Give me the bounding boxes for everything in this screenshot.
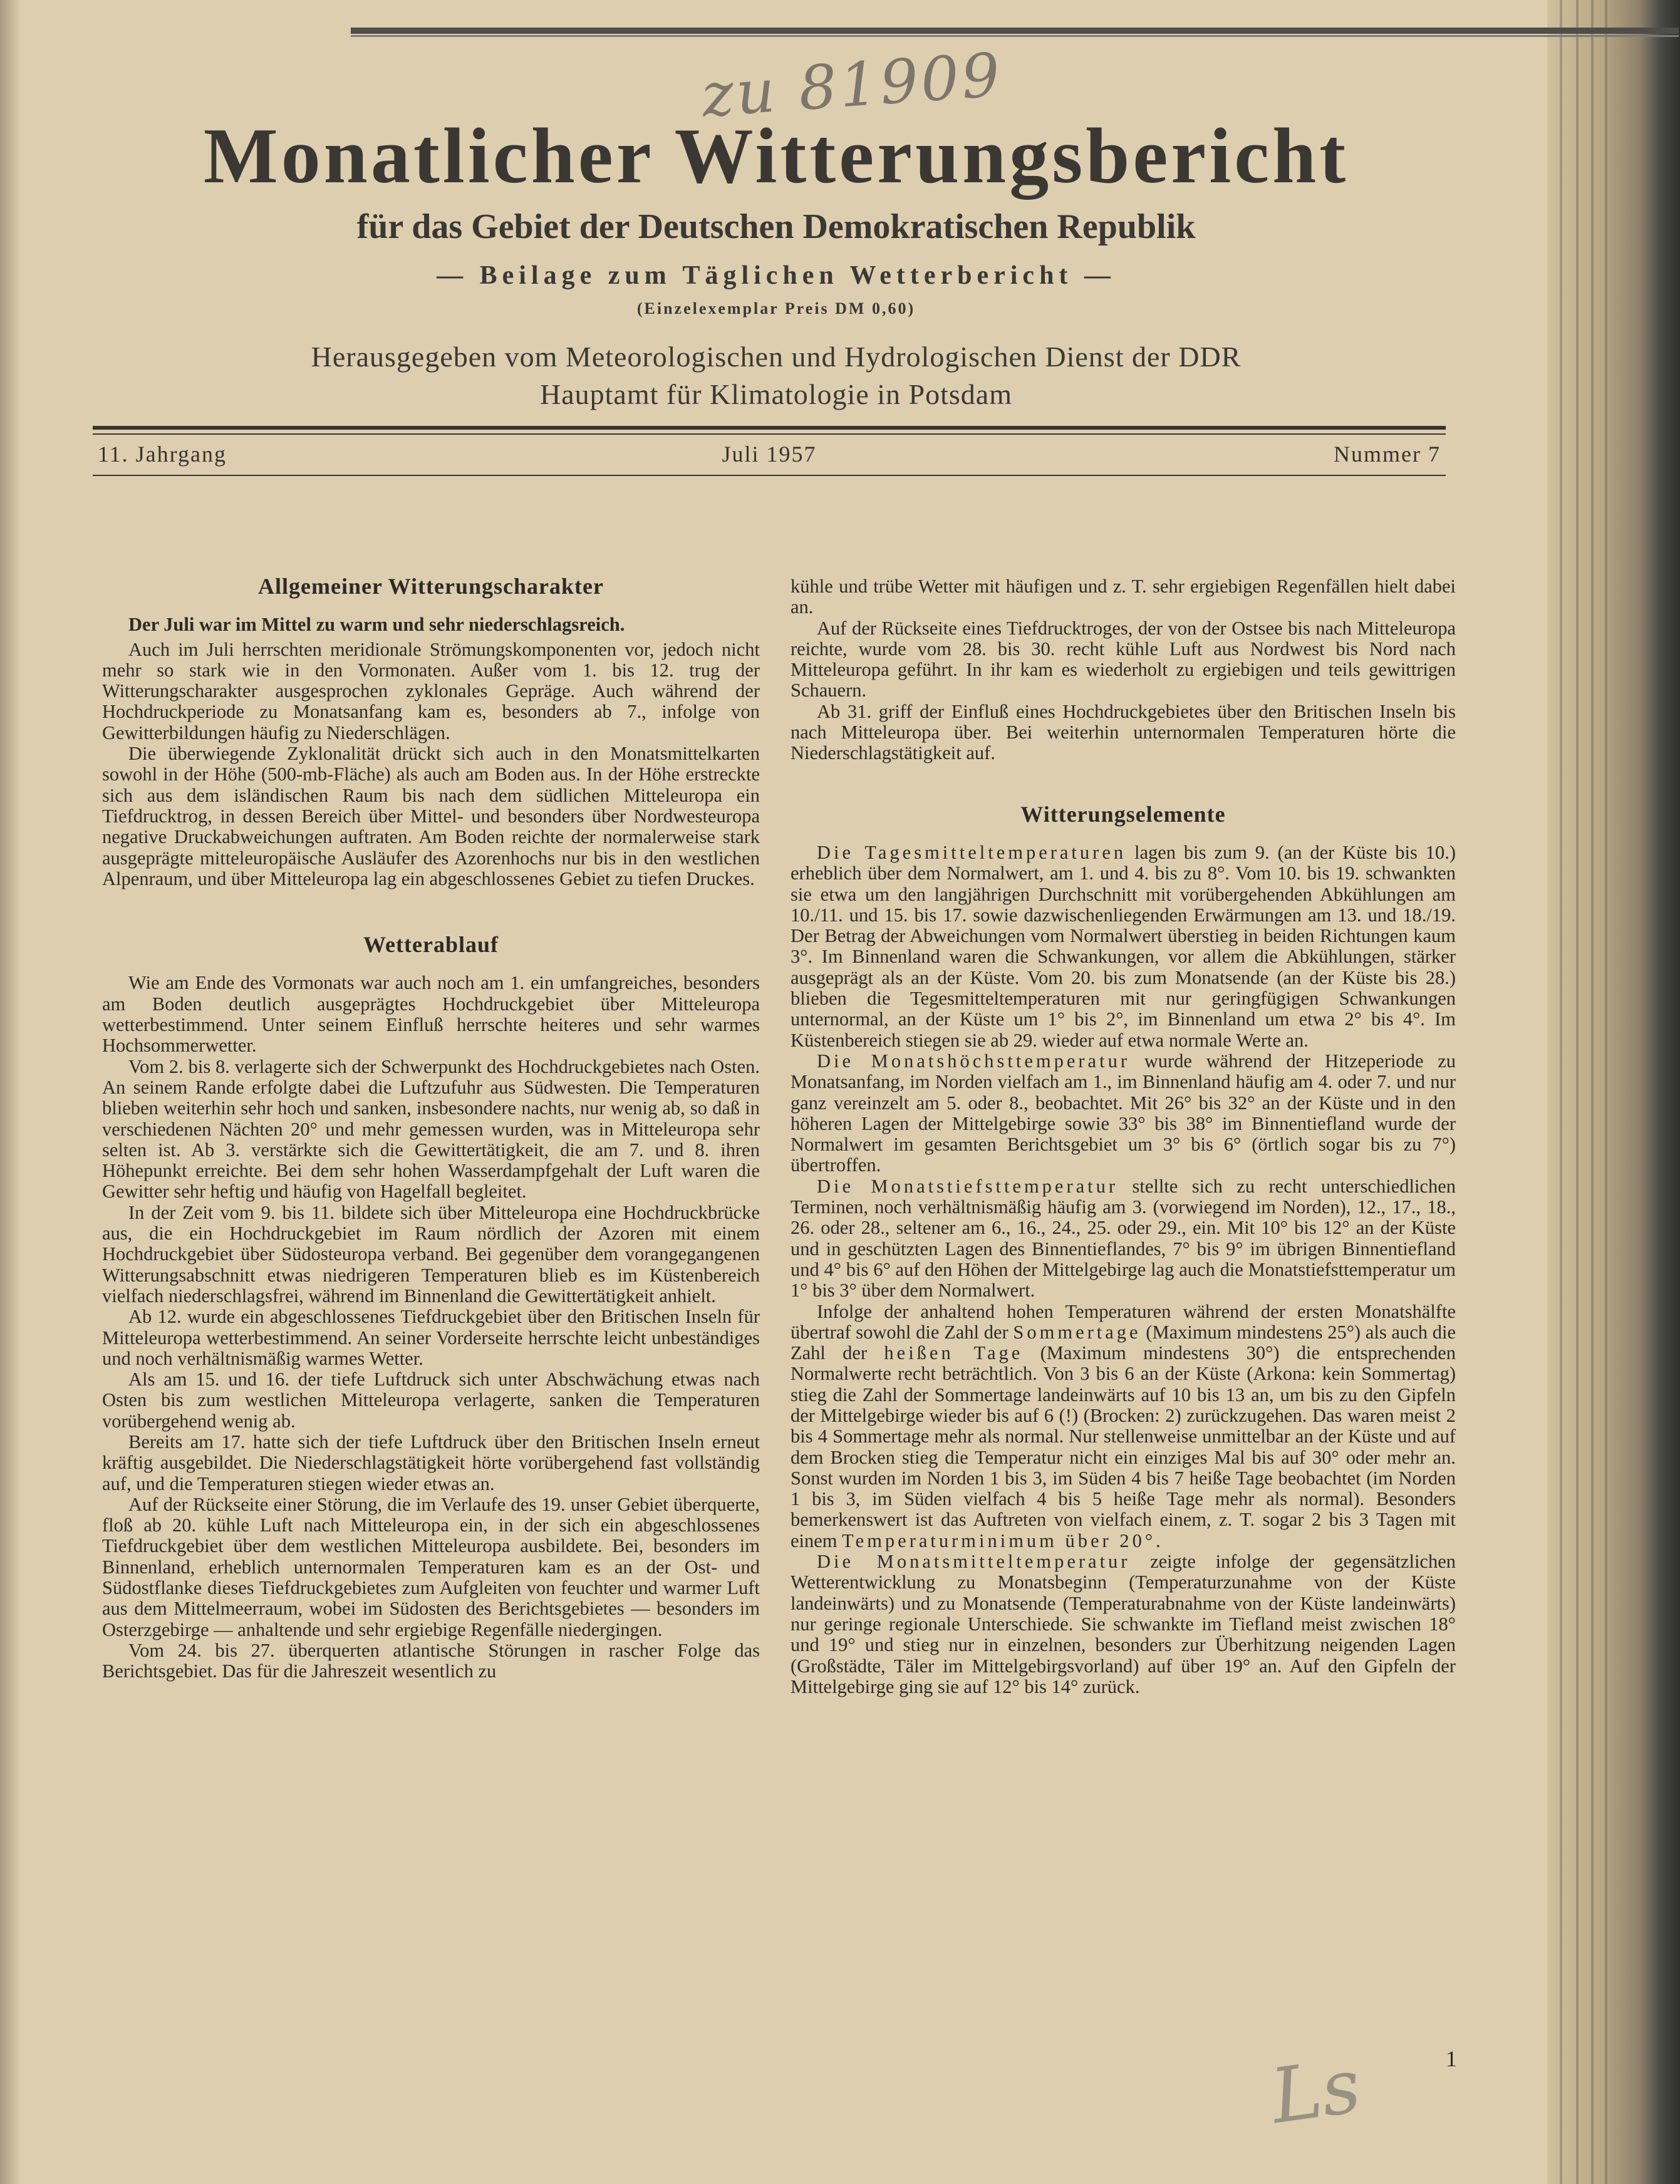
paragraph: Vom 24. bis 27. überquerten atlantische Störungen in rascher Folge das Berichtsgebiet. Das für die Jahreszeit wesentlich zu: [102, 1639, 760, 1682]
paragraph: Als am 15. und 16. der tiefe Luftdruck sich unter Abschwächung etwas nach Osten bis zum westlichen Mitteleuropa verlagerte, sanken die Temperaturen vorübergehend wenig ab.: [102, 1369, 760, 1432]
section-heading-ablauf: Wetterablauf: [363, 932, 499, 958]
issue-number: Nummer 7: [1334, 442, 1441, 467]
binding-gutter: [0, 0, 21, 2184]
section-heading-allgemein: Allgemeiner Witterungscharakter: [258, 574, 604, 599]
paragraph: Ab 31. griff der Einfluß eines Hochdruckgebietes über den Britischen Inseln bis nach Mitteleuropa über. Bei weiterhin unternormalen Temperaturen hörte die Niederschlagstätigkeit auf.: [791, 700, 1456, 764]
term: Temperaturminimum über 20°.: [842, 1529, 1164, 1551]
paragraph: Die Monatsmitteltemperatur zeigte infolge der gegensätzlichen Wetterentwicklung zu Monatsbeginn (Temperaturzunahme von der Küste landeinwärts) und zu Monatsende (Temperaturabnahme von der Küste landeinwärts) nur geringe regionale Unterschiede. Sie schwankte im Tiefland meist zwischen 18° und 19° und stieg nur in einzelnen, besonders zur Überhitzung neigenden Lagen (Großstädte, Täler im Mittelgebirgsvorland) auf über 19° an. Auf den Gipfeln der Mittelgebirge ging sie auf 12° bis 14° zurück.: [791, 1551, 1456, 1697]
paragraph-continued: kühle und trübe Wetter mit häufigen und z. T. sehr ergiebigen Regenfällen hielt dabei an.: [791, 576, 1456, 618]
paragraph: Die Monatstiefsttemperatur stellte sich zu recht unterschiedlichen Terminen, noch verhältnismäßig häufig am 3. (vorwiegend im Norden), 12., 17., 18., 26. oder 28., seltener am 6., 16., 24., 25. oder 29., ein. Mit 10° bis 12° an der Küste und in geschützten Lagen des Binnentieflandes, 7° bis 9° im übrigen Binnentiefland und 4° bis 6° auf den Höhen der Mittelgebirge lag auch die Monatstiefsttemperatur um 1° bis 3° über dem Normalwert.: [791, 1175, 1456, 1302]
masthead-supplement: — Beilage zum Täglichen Wetterbericht —: [437, 261, 1116, 290]
page-number: 1: [1446, 2046, 1457, 2071]
lead-summary: Der Juli war im Mittel zu warm und sehr niederschlagsreich.: [128, 614, 625, 636]
masthead-rule: [93, 426, 1446, 430]
paragraph: Die Tagesmitteltemperaturen lagen bis zum 9. (an der Küste bis 10.) erheblich über dem Normalwert, am 1. und 4. bis zu 8°. Vom 10. bis 19. schwankten sie etwa um den langjährigen Durchschnitt mit vorübergehenden Abkühlungen am 10./11. und 15. bis 17. sowie dazwischenliegenden Erwärmungen am 13. und 18./19. Der Betrag der Abweichungen vom Normalwert überstieg in beiden Richtungen kaum 3°. Im Binnenland waren die Schwankungen, vor allem die Abkühlungen, stärker ausgeprägt als an der Küste. Vom 20. bis zum Monatsende (an der Küste bis 28.) blieben die Tegesmitteltemperaturen mit nur geringfügigen Schwankungen unternormal, an der Küste um 1° bis 2°, im Binnenland um etwa 2° bis 4°. Im Küstenbereich stiegen sie ab 29. wieder auf etwa normale Werte an.: [791, 841, 1456, 1051]
paragraph: Bereits am 17. hatte sich der tiefe Luftdruck über den Britischen Inseln erneut kräftig ausgebildet. Die Niederschlagstätigkeit hörte vorübergehend fast vollständig auf, und die Temperaturen stiegen wieder etwas an.: [102, 1431, 760, 1494]
masthead-title: Monatlicher Witterungsbericht: [203, 113, 1349, 200]
publisher-line-2: Hauptamt für Klimatologie in Potsdam: [539, 378, 1012, 410]
term: Die Tagesmitteltemperaturen: [817, 841, 1127, 863]
paragraph: Auf der Rückseite eines Tiefdrucktroges, der von der Ostsee bis nach Mitteleuropa reichte, wurde vom 28. bis 30. recht kühle Luft aus Nordwest bis Nord nach Mitteleuropa geführt. In ihr kam es wiederholt zu ergiebigen und teils gewittrigen Schauern.: [791, 617, 1456, 701]
column-right: [791, 576, 1456, 1697]
section-heading-elemente: Witterungselemente: [1020, 801, 1226, 827]
column-left: [102, 576, 760, 1682]
paragraph: Infolge der anhaltend hohen Temperaturen während der ersten Monatshälfte übertraf sowohl die Zahl der Sommertage (Maximum mindestens 25°) als auch die Zahl der heißen Tage (Maximum mindestens 30°) die entsprechenden Normalwerte recht beträchtlich. Von 3 bis 6 an der Küste (Arkona: kein Sommertag) stieg die Zahl der Sommertage landeinwärts auf 10 bis 13 an, um bis zu den Gipfeln der Mittelgebirge wieder bis auf 6 (!) (Brocken: 2) zurückzugehen. Das waren meist 2 bis 4 Sommertage mehr als normal. Nur stellenweise unmittelbar an der Küste und auf dem Brocken stieg die Temperatur nicht ein einziges Mal bis auf 30° oder mehr an. Sonst wurden im Norden 1 bis 3, im Süden 4 bis 7 heiße Tage beobachtet (im Norden 1 bis 3, im Süden vielfach 4 bis 5 heiße Tage mehr als normal). Besonders bemerkenswert ist das Auftreten von vielfach einem, z. T. sogar 2 bis 3 Tagen mit einem Temperaturminimum über 20°.: [791, 1300, 1456, 1551]
term: Die Monatshöchsttemperatur: [817, 1050, 1130, 1072]
paragraph: Auch im Juli herrschten meridionale Strömungskomponenten vor, jedoch nicht mehr so stark wie in den Vormonaten. Außer vom 1. bis 12. trug der Witterungscharakter ausgesprochen zyklonales Gepräge. Auch während der Hochdruckperiode zu Monatsanfang kam es, besonders ab 7., infolge von Gewitterbildungen häufig zu Niederschlägen.: [102, 638, 760, 743]
handwritten-margin-mark: Ls: [1266, 2042, 1366, 2141]
paragraph: Auf der Rückseite einer Störung, die im Verlaufe des 19. unser Gebiet überquerte, floß ab 20. kühle Luft nach Mitteleuropa ein, in der sich ein abgeschlossenes Tiefdruckgebiet über dem westlichen Mitteleuropa ausbildete. Bei, besonders im Binnenland, erheblich unternormalen Temperaturen kam es an der Ost- und Südostflanke dieses Tiefdruckgebietes zum Aufgleiten von feuchter und warmer Luft aus dem Mittelmeerraum, wobei im Südosten des Berichtsgebietes — besonders im Osterzgebirge — anhaltende und sehr ergiebige Regenfälle niedergingen.: [102, 1493, 760, 1640]
paragraph: Die Monatshöchsttemperatur wurde während der Hitzeperiode zu Monatsanfang, im Norden vielfach am 1., im Binnenland häufig am 4. oder 7. und nur ganz vereinzelt am 5. oder 8., beobachtet. Mit 26° bis 32° an der Küste und in den höheren Lagen der Mittelgebirge sowie 33° bis 38° im Binnentiefland wurde der Normalwert im gesamten Berichtsgebiet um 3° bis 6° (örtlich sogar bis zu 7°) übertroffen.: [791, 1050, 1456, 1176]
issue-date: Juli 1957: [722, 442, 817, 467]
term: heißen Tage: [884, 1342, 1024, 1364]
handwritten-note: zu 81909: [699, 39, 1005, 131]
term: Sommertage: [1013, 1321, 1141, 1343]
masthead-subtitle: für das Gebiet der Deutschen Demokratischen Republik: [356, 207, 1196, 246]
masthead-price: (Einzelexemplar Preis DM 0,60): [636, 299, 916, 318]
paragraph: Wie am Ende des Vormonats war auch noch am 1. ein umfangreiches, besonders am Boden deutlich ausgeprägtes Hochdruckgebiet über Mitteleuropa wetterbestimmend. Unter seinem Einfluß herrschte heiteres und sehr warmes Hochsommerwetter.: [102, 972, 760, 1057]
binding-top-bar: [351, 28, 1679, 34]
issue-volume: 11. Jahrgang: [98, 442, 227, 467]
paragraph: Ab 12. wurde ein abgeschlossenes Tiefdruckgebiet über den Britischen Inseln für Mitteleuropa wetterbestimmend. An seiner Vorderseite herrschte leicht unbeständiges und noch verhältnismäßig warmes Wetter.: [102, 1306, 760, 1369]
issue-rule: [93, 475, 1446, 476]
publisher-line-1: Herausgegeben vom Meteorologischen und Hydrologischen Dienst der DDR: [311, 341, 1242, 373]
term: Die Monatsmitteltemperatur: [817, 1551, 1131, 1573]
masthead-publisher: [93, 338, 1460, 413]
term: Die Monatstiefsttemperatur: [817, 1175, 1119, 1197]
paragraph: Vom 2. bis 8. verlagerte sich der Schwerpunkt des Hochdruckgebietes nach Osten. An seinem Rande erfolgte dabei die Luftzufuhr aus Südwesten. Die Temperaturen blieben weiterhin sehr hoch und sanken, insbesondere nachts, nur wenig ab, so daß in verschiedenen Nächten 20° und mehr gemessen wurden, was in Mitteleuropa sehr selten ist. Ab 3. verstärkte sich die Gewittertätigkeit, die am 7. und 8. ihren Höhepunkt erreichte. Bei dem sehr hohen Wasserdampfgehalt der Luft waren die Gewitter sehr heftig und häufig von Hagelfall begleitet.: [102, 1055, 760, 1203]
paragraph: In der Zeit vom 9. bis 11. bildete sich über Mitteleuropa eine Hochdruckbrücke aus, die ein Hochdruckgebiet im Raum nördlich der Azoren mit einem Hochdruckgebiet über Südosteuropa verband. Bei gegenüber dem vorangegangenen Witterungsabschnitt etwas niedrigeren Temperaturen blieb es im Küstenbereich vielfach niederschlagsfrei, während im Binnenland die Gewittertätigkeit anhielt.: [102, 1201, 760, 1307]
book-edge: [1547, 0, 1680, 2184]
issue-line: [93, 441, 1446, 472]
paragraph: Die überwiegende Zyklonalität drückt sich auch in den Monatsmittelkarten sowohl in der Höhe (500-mb-Fläche) als auch am Boden aus. In der Höhe erstreckte sich aus dem isländischen Raum bis nach dem südlichen Mitteleuropa ein Tiefdrucktrog, in dessen Bereich über Mittel- und besonders über Nordwesteuropa negative Druckabweichungen auftraten. Am Boden reichte der normalerweise stark ausgeprägte mitteleuropäische Ausläufer des Azorenhochs nur bis in den westlichen Alpenraum, und über Mitteleuropa lag ein abgeschlossenes Gebiet zu tiefen Druckes.: [102, 743, 760, 889]
